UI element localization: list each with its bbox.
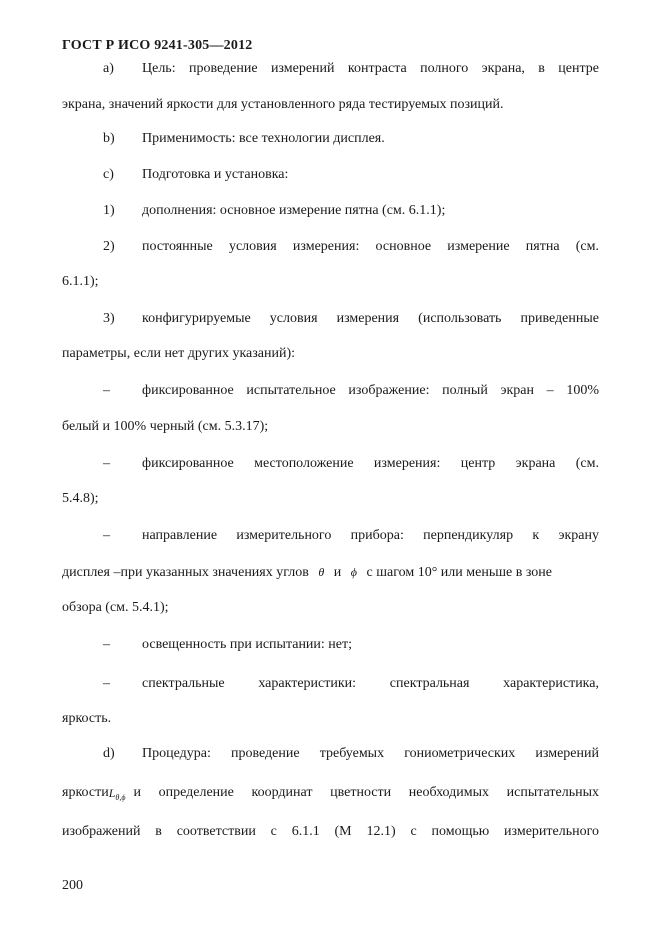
item-continuation (62, 784, 599, 807)
item-continuation: белый и 100% черный (см. 5.3.17); (62, 419, 269, 434)
item-marker: 1) (103, 203, 115, 218)
item-marker: – (103, 383, 110, 398)
item-marker: b) (103, 131, 115, 146)
item-text: освещенность при испытании: нет; (142, 637, 353, 652)
continuation-and: и (333, 565, 342, 580)
item-text: Процедура: проведение требуемых гониометрических измерений (142, 746, 599, 761)
item-continuation: экрана, значений яркости для установленного ряда тестируемых позиций. (62, 97, 504, 112)
item-text: спектральные характеристики: спектральная характеристика, (142, 676, 599, 691)
item-continuation-2: изображений в соответствии с 6.1.1 (М 12.1) с помощью измерительного (62, 824, 599, 839)
item-marker: 3) (103, 311, 115, 326)
item-text: Цель: проведение измерений контраста полного экрана, в центре (142, 61, 599, 76)
luminance-symbol-letter: L (108, 786, 116, 800)
item-marker: – (103, 528, 110, 543)
item-continuation (62, 563, 552, 582)
theta-symbol: θ (318, 565, 325, 579)
item-continuation: 5.4.8); (62, 491, 99, 506)
continuation-text-b: с шагом 10° или меньше в зоне (366, 565, 552, 580)
item-continuation: параметры, если нет других указаний): (62, 346, 296, 361)
document-header: ГОСТ Р ИСО 9241-305—2012 (62, 38, 253, 53)
phi-symbol: ϕ (350, 565, 357, 579)
item-text: Подготовка и установка: (142, 167, 289, 182)
item-marker: – (103, 456, 110, 471)
item-marker: c) (103, 167, 114, 182)
item-marker: – (103, 637, 110, 652)
page-number: 200 (62, 878, 83, 893)
item-text: фиксированное испытательное изображение: полный экран – 100% (142, 383, 599, 398)
item-marker: a) (103, 61, 114, 76)
continuation-text-a: дисплея –при указанных значениях углов (62, 565, 309, 580)
item-text: постоянные условия измерения: основное измерение пятна (см. (142, 239, 599, 254)
luminance-symbol-subscript: θ,ϕ (115, 793, 126, 802)
item-marker: d) (103, 746, 115, 761)
continuation-text-b: и определение координат цветности необходимых испытательных (133, 785, 599, 800)
item-text: направление измерительного прибора: перпендикуляр к экрану (142, 528, 599, 543)
luminance-symbol (109, 784, 126, 807)
item-marker: – (103, 676, 110, 691)
item-text: фиксированное местоположение измерения: центр экрана (см. (142, 456, 599, 471)
item-continuation-2: обзора (см. 5.4.1); (62, 600, 169, 615)
continuation-text-a: яркости (62, 785, 109, 800)
item-text: Применимость: все технологии дисплея. (142, 131, 385, 146)
item-continuation: 6.1.1); (62, 274, 99, 289)
item-text: дополнения: основное измерение пятна (см. 6.1.1); (142, 203, 446, 218)
item-marker: 2) (103, 239, 115, 254)
item-text: конфигурируемые условия измерения (использовать приведенные (142, 311, 599, 326)
item-continuation: яркость. (62, 711, 112, 726)
